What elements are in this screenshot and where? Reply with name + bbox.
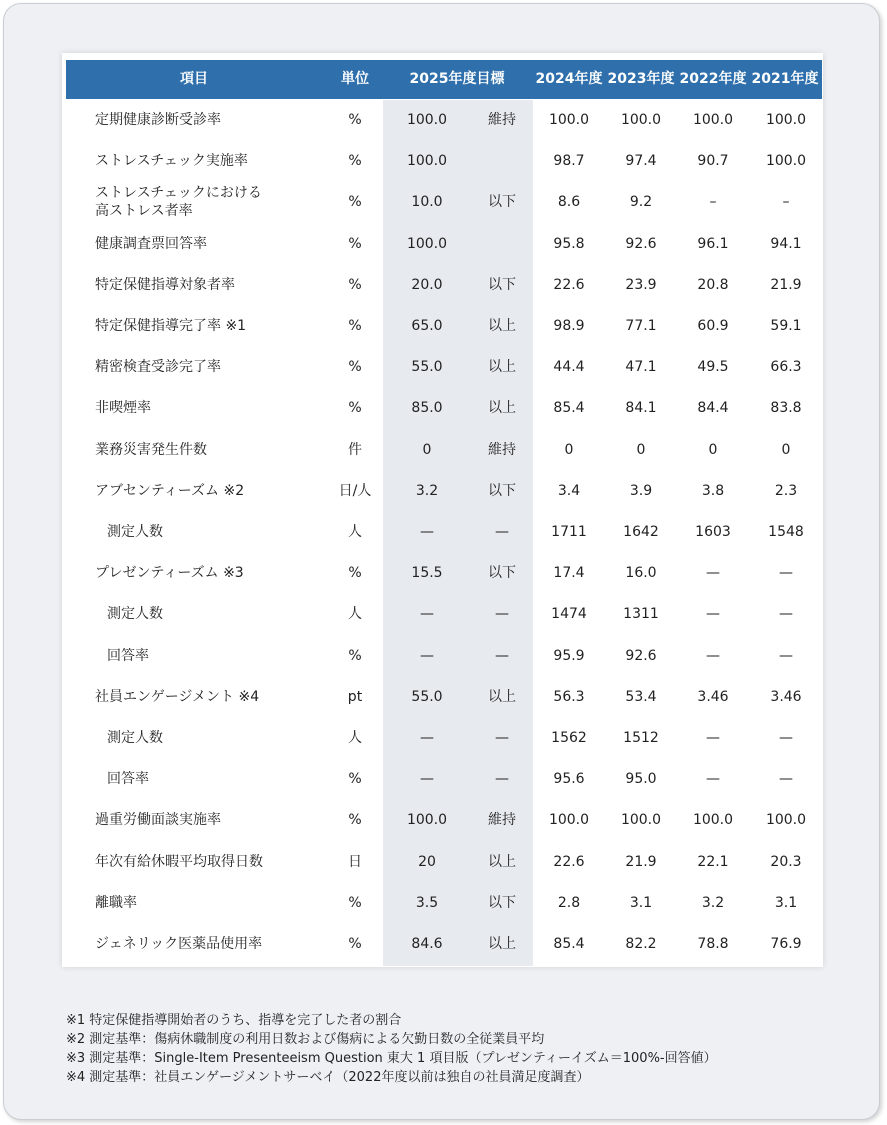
table-row <box>0 553 887 594</box>
cell-target-condition: 以下 <box>488 276 516 293</box>
table-row <box>0 759 887 800</box>
row-label: 健康調査票回答率 <box>95 235 207 252</box>
cell-2023: 1311 <box>623 606 659 623</box>
cell-target-condition: 維持 <box>488 812 516 829</box>
cell-2023: 0 <box>636 441 646 458</box>
table-row <box>0 306 887 347</box>
cell-target-condition: 以下 <box>488 482 516 499</box>
cell-2024: 22.6 <box>553 276 585 293</box>
cell-2023: 21.9 <box>625 853 657 870</box>
cell-2023: 97.4 <box>625 153 657 170</box>
table-row <box>0 471 887 512</box>
cell-2023: 77.1 <box>625 318 657 334</box>
cell-unit: % <box>348 276 362 293</box>
cell-2021: 83.8 <box>770 400 802 417</box>
cell-2022: 1603 <box>695 524 731 540</box>
cell-2021: 66.3 <box>770 359 802 376</box>
row-label: プレゼンティーズム ※3 <box>95 565 244 582</box>
cell-target-condition: 以上 <box>488 936 516 952</box>
table-row <box>0 883 887 924</box>
cell-2024: 3.4 <box>557 482 581 499</box>
cell-2024: 22.6 <box>553 853 585 870</box>
cell-target: 3.2 <box>415 482 439 499</box>
cell-target: 55.0 <box>411 359 443 376</box>
cell-target: — <box>420 524 434 540</box>
cell-unit: 人 <box>348 730 362 746</box>
cell-2024: 98.9 <box>553 318 585 334</box>
cell-2021: 20.3 <box>770 853 802 870</box>
cell-target: 84.6 <box>411 936 443 952</box>
cell-target-condition: — <box>495 524 509 540</box>
header-2021: 2021年度 <box>751 71 819 87</box>
cell-unit: % <box>348 359 362 376</box>
cell-target: 10.0 <box>411 194 443 211</box>
cell-2021: 76.9 <box>770 936 802 952</box>
cell-2024: 98.7 <box>553 153 585 170</box>
cell-2023: 95.0 <box>625 771 657 788</box>
table-row <box>0 388 887 429</box>
cell-unit: 日/人 <box>338 482 372 499</box>
cell-unit: % <box>348 812 362 829</box>
cell-2023: 92.6 <box>625 235 657 252</box>
cell-unit: % <box>348 647 362 664</box>
cell-target-condition: 以上 <box>488 318 516 334</box>
cell-2021: 1548 <box>768 524 804 540</box>
cell-2021: 94.1 <box>770 235 802 252</box>
cell-2022: — <box>706 771 720 788</box>
cell-2023: 84.1 <box>625 400 657 417</box>
row-label: 特定保健指導対象者率 <box>95 276 235 293</box>
table-row <box>0 677 887 718</box>
cell-2021: 21.9 <box>770 276 802 293</box>
cell-target: — <box>420 730 434 746</box>
cell-2021: 59.1 <box>770 318 802 334</box>
row-label: 測定人数 <box>107 730 163 746</box>
table-row <box>0 718 887 759</box>
cell-2022: — <box>706 565 720 582</box>
cell-2022: 60.9 <box>697 318 729 334</box>
cell-unit: % <box>348 194 362 211</box>
cell-2022: 90.7 <box>697 153 729 170</box>
table-row <box>0 265 887 306</box>
footnotes <box>66 1011 717 1087</box>
cell-2024: 95.6 <box>553 771 585 788</box>
cell-2022: 3.8 <box>701 482 725 499</box>
row-label: ジェネリック医薬品使用率 <box>95 936 263 952</box>
table-row <box>0 430 887 471</box>
cell-2024: 44.4 <box>553 359 585 376</box>
header-item: 項目 <box>180 71 208 87</box>
cell-2023: 100.0 <box>620 112 662 128</box>
cell-target-condition: 以上 <box>488 688 516 705</box>
cell-2023: 53.4 <box>625 688 657 705</box>
cell-target: 85.0 <box>411 400 443 417</box>
cell-2023: 9.2 <box>629 194 653 211</box>
cell-2024: 56.3 <box>553 688 585 705</box>
cell-unit: 人 <box>348 606 362 623</box>
table-row <box>0 347 887 388</box>
cell-2024: 100.0 <box>548 112 590 128</box>
cell-2024: 85.4 <box>553 936 585 952</box>
table-header <box>66 60 822 99</box>
cell-2022: – <box>709 194 717 211</box>
cell-2022: — <box>706 606 720 623</box>
row-label: 特定保健指導完了率 ※1 <box>95 318 247 334</box>
cell-unit: % <box>348 400 362 417</box>
cell-2023: 16.0 <box>625 565 657 582</box>
footnote: ※3 測定基準：Single-Item Presenteeism Question 東大 1 項目版（プレゼンティーイズム＝100%-回答値） <box>66 1051 717 1066</box>
cell-target-condition: 以上 <box>488 853 516 870</box>
cell-2023: 1642 <box>623 524 659 540</box>
table-row <box>0 224 887 265</box>
cell-2021: 2.3 <box>774 482 798 499</box>
cell-2023: 23.9 <box>625 276 657 293</box>
row-label: 離職率 <box>95 894 137 911</box>
cell-unit: 人 <box>348 524 362 540</box>
cell-2021: 3.46 <box>770 688 802 705</box>
cell-target: — <box>420 647 434 664</box>
row-label: 回答率 <box>107 647 149 664</box>
cell-unit: % <box>348 565 362 582</box>
cell-2024: 100.0 <box>548 812 590 829</box>
row-label: 業務災害発生件数 <box>95 441 207 458</box>
header-2022: 2022年度 <box>679 71 747 87</box>
cell-2023: 3.9 <box>629 482 653 499</box>
header-target: 2025年度目標 <box>409 71 505 87</box>
cell-target: 65.0 <box>411 318 443 334</box>
row-label: 年次有給休暇平均取得日数 <box>95 853 263 870</box>
cell-target-condition: 以下 <box>488 565 516 582</box>
row-label: 過重労働面談実施率 <box>95 812 221 829</box>
cell-target-condition: 以下 <box>488 194 516 211</box>
row-label <box>95 184 262 225</box>
cell-target-condition: — <box>495 730 509 746</box>
table-row <box>0 636 887 677</box>
cell-2023: 3.1 <box>629 894 653 911</box>
cell-unit: % <box>348 235 362 252</box>
cell-target: — <box>420 606 434 623</box>
cell-unit: % <box>348 771 362 788</box>
cell-2024: 95.8 <box>553 235 585 252</box>
cell-target: 0 <box>422 441 432 458</box>
table-row <box>0 594 887 635</box>
cell-unit: % <box>348 318 362 334</box>
cell-target: 100.0 <box>406 812 448 829</box>
cell-2022: 78.8 <box>697 936 729 952</box>
cell-target: 55.0 <box>411 688 443 705</box>
cell-2021: — <box>779 565 793 582</box>
cell-2022: 3.46 <box>697 688 729 705</box>
cell-target: 100.0 <box>406 112 448 128</box>
cell-2022: 84.4 <box>697 400 729 417</box>
cell-2021: — <box>779 606 793 623</box>
table-row <box>0 842 887 883</box>
cell-2021: — <box>779 730 793 746</box>
cell-2024: 1711 <box>551 524 587 540</box>
cell-target: 20.0 <box>411 276 443 293</box>
row-label: ストレスチェック実施率 <box>95 153 248 170</box>
cell-2021: 0 <box>781 441 791 458</box>
row-label: 精密検査受診完了率 <box>95 359 221 376</box>
row-label: 定期健康診断受診率 <box>95 112 221 128</box>
cell-2024: 2.8 <box>557 894 581 911</box>
row-label: 測定人数 <box>107 606 163 623</box>
cell-2024: 1562 <box>551 730 587 746</box>
cell-2022: 0 <box>708 441 718 458</box>
cell-2023: 92.6 <box>625 647 657 664</box>
header-unit: 単位 <box>341 71 369 87</box>
cell-2021: 100.0 <box>765 812 807 829</box>
cell-2022: 100.0 <box>692 112 734 128</box>
cell-2021: — <box>779 771 793 788</box>
cell-2021: 100.0 <box>765 153 807 170</box>
cell-unit: % <box>348 112 362 128</box>
cell-2024: 8.6 <box>557 194 581 211</box>
cell-unit: 日 <box>348 853 362 870</box>
cell-unit: pt <box>347 688 363 705</box>
row-label: 回答率 <box>107 771 149 788</box>
table-row <box>0 512 887 553</box>
cell-2023: 47.1 <box>625 359 657 376</box>
row-label: 測定人数 <box>107 524 163 540</box>
footnote: ※1 特定保健指導開始者のうち、指導を完了した者の割合 <box>66 1013 402 1028</box>
cell-2022: 49.5 <box>697 359 729 376</box>
cell-target: 3.5 <box>415 894 439 911</box>
cell-2022: 96.1 <box>697 235 729 252</box>
cell-2022: 100.0 <box>692 812 734 829</box>
row-label-line2: 高ストレス者率 <box>95 203 193 220</box>
table-row <box>0 924 887 965</box>
row-label: 非喫煙率 <box>95 400 151 417</box>
header-2023: 2023年度 <box>607 71 675 87</box>
row-label-line1: ストレスチェックにおける <box>95 185 262 202</box>
cell-target: 100.0 <box>406 153 448 170</box>
cell-unit: % <box>348 153 362 170</box>
table-row <box>0 100 887 141</box>
cell-target-condition: — <box>495 647 509 664</box>
cell-target-condition: — <box>495 606 509 623</box>
cell-2021: 100.0 <box>765 112 807 128</box>
cell-2022: 20.8 <box>697 276 729 293</box>
cell-2021: — <box>779 647 793 664</box>
cell-target-condition: 以下 <box>488 894 516 911</box>
cell-2024: 95.9 <box>553 647 585 664</box>
cell-2022: — <box>706 647 720 664</box>
table-row <box>0 800 887 841</box>
cell-target-condition: 以上 <box>488 400 516 417</box>
cell-target: — <box>420 771 434 788</box>
cell-2022: — <box>706 730 720 746</box>
cell-2023: 82.2 <box>625 936 657 952</box>
cell-2024: 1474 <box>551 606 587 623</box>
cell-2024: 17.4 <box>553 565 585 582</box>
cell-target-condition: — <box>495 771 509 788</box>
table-row <box>0 182 887 223</box>
cell-unit: % <box>348 936 362 952</box>
cell-2024: 0 <box>564 441 574 458</box>
cell-target: 100.0 <box>406 235 448 252</box>
cell-target-condition: 以上 <box>488 359 516 376</box>
row-label: 社員エンゲージメント ※4 <box>95 688 260 705</box>
cell-2022: 22.1 <box>697 853 729 870</box>
cell-2021: – <box>782 194 790 211</box>
cell-target: 20 <box>418 853 436 870</box>
cell-2023: 100.0 <box>620 812 662 829</box>
cell-2021: 3.1 <box>774 894 798 911</box>
cell-unit: % <box>348 894 362 911</box>
row-label: アブセンティーズム ※2 <box>95 482 245 499</box>
cell-target-condition: 維持 <box>488 112 516 128</box>
header-2024: 2024年度 <box>535 71 603 87</box>
cell-2023: 1512 <box>623 730 659 746</box>
table-row <box>0 141 887 182</box>
footnote: ※2 測定基準：傷病休職制度の利用日数および傷病による欠勤日数の全従業員平均 <box>66 1032 545 1047</box>
footnote: ※4 測定基準：社員エンゲージメントサーベイ（2022年度以前は独自の社員満足度調査） <box>66 1070 590 1085</box>
cell-2022: 3.2 <box>701 894 725 911</box>
cell-2024: 85.4 <box>553 400 585 417</box>
cell-target: 15.5 <box>411 565 443 582</box>
cell-unit: 件 <box>348 441 362 458</box>
cell-target-condition: 維持 <box>488 441 516 458</box>
